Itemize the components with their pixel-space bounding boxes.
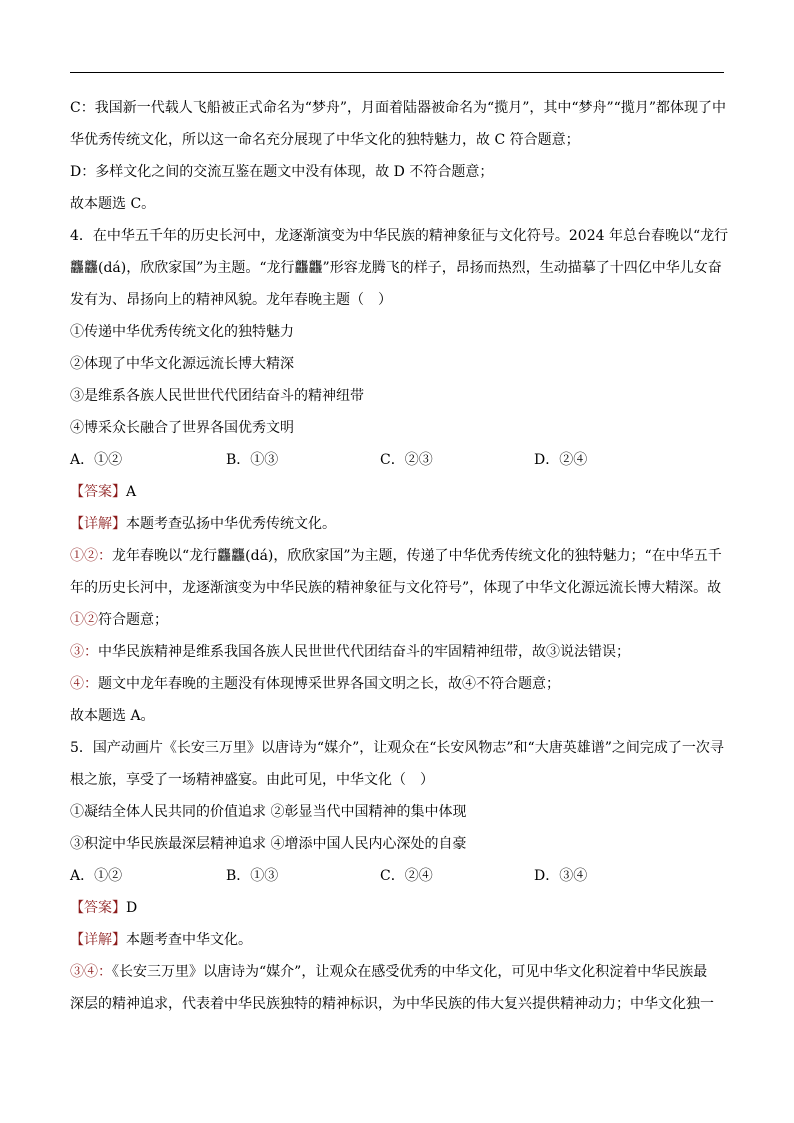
answer-option: D．③④ [534,868,588,884]
text-line [70,98,726,118]
line-text: 故本题选 A。 [70,708,155,724]
answer-option: D．②④ [534,452,588,468]
line-text: 根之旅，享受了一场精神盛宴。由此可见，中华文化（ ） [70,772,434,788]
text-line [70,898,137,918]
line-text: 龙年春晚以“龙行龘龘(dá)，欣欣家国”为主题，传递了中华优秀传统文化的独特魅力；“在中华五千 [112,548,722,564]
line-text: 本题考查中华文化。 [126,932,252,948]
answer-option: C．②③ [380,452,433,468]
line-text: ②体现了中华文化源远流长博大精深 [70,356,294,372]
line-text: D [126,900,138,916]
text-line [70,706,155,726]
line-text: 龘龘(dá)，欣欣家国”为主题。“龙行龘龘”形容龙腾飞的样子，昂扬而热烈，生动描摹了十四亿中华儿女奋 [70,260,722,276]
answer-option: B．①③ [226,868,279,884]
line-text: 深层的精神追求，代表着中华民族独特的精神标识，为中华民族的伟大复兴提供精神动力；中华文化独一 [70,996,714,1012]
line-text: 故本题选 C。 [70,196,156,212]
line-label: C： [70,100,95,116]
line-label: ④： [70,676,98,692]
line-text: 《长安三万里》以唐诗为“媒介”，让观众在感受优秀的中华文化，可见中华文化积淀着中华民族最 [112,964,708,980]
text-line [70,610,168,630]
line-label: ③④： [70,964,112,980]
line-text: ①凝结全体人民共同的价值追求 ②彰显当代中国精神的集中体现 [70,804,467,820]
line-text: ④博采众长融合了世界各国优秀文明 [70,420,294,436]
line-text: 华优秀传统文化，所以这一命名充分展现了中华文化的独特魅力，故 C 符合题意； [70,132,580,148]
text-line [70,578,721,598]
text-line [70,130,580,150]
text-line [70,482,136,502]
line-text: 题文中龙年春晚的主题没有体现博采世界各国文明之长，故④不符合题意； [98,676,560,692]
line-label: D： [70,164,96,180]
line-label: 【答案】 [70,900,126,916]
line-text: 5．国产动画片《长安三万里》以唐诗为“媒介”，让观众在“长安风物志”和“大唐英雄谱”之间完成了一次寻 [70,740,724,756]
line-text: 4．在中华五千年的历史长河中，龙逐渐演变为中华民族的精神象征与文化符号。2024 年总台春晚以“龙行 [70,228,729,244]
text-line [70,258,722,278]
line-text: ③是维系各族人民世世代代团结奋斗的精神纽带 [70,388,364,404]
line-label: 【答案】 [70,484,126,500]
text-line [70,226,728,246]
line-text: 多样文化之间的交流互鉴在题文中没有体现，故 D 不符合题意； [95,164,494,180]
line-label: 【详解】 [70,516,126,532]
line-text: 符合题意； [98,612,168,628]
text-line [70,290,392,310]
text-line [70,514,336,534]
line-text: 我国新一代载人飞船被正式命名为“梦舟”，月面着陆器被命名为“揽月”，其中“梦舟”“揽月”都体现了中 [94,100,726,116]
text-line [70,642,630,662]
text-line [70,930,252,950]
answer-option: A．①② [70,452,123,468]
line-text: 本题考查弘扬中华优秀传统文化。 [126,516,336,532]
text-line [70,162,493,182]
text-line [70,770,434,790]
answer-option: B．①③ [226,452,279,468]
line-text: 发有为、昂扬向上的精神风貌。龙年春晚主题（ ） [70,292,392,308]
line-text: 中华民族精神是维系我国各族人民世世代代团结奋斗的牢固精神纽带，故③说法错误； [98,644,630,660]
text-line [70,354,294,374]
line-label: ①②： [70,548,112,564]
line-label: ③： [70,644,98,660]
line-text: 年的历史长河中，龙逐渐演变为中华民族的精神象征与文化符号”，体现了中华文化源远流长博大精深。故 [70,580,722,596]
answer-option: C．②④ [380,868,433,884]
line-label: 【详解】 [70,932,126,948]
line-text: ③积淀中华民族最深层精神追求 ④增添中国人民内心深处的自豪 [70,836,467,852]
answer-option: A．①② [70,868,123,884]
text-line [70,962,707,982]
text-line [70,322,294,342]
text-line [70,546,722,566]
text-line [70,834,466,854]
text-line [70,386,364,406]
line-text: A [126,484,137,500]
text-line [70,994,714,1014]
text-line [70,802,466,822]
text-line [70,194,155,214]
header-rule [70,72,724,73]
line-label: ①② [70,612,98,628]
text-line [70,418,294,438]
line-text: ①传递中华优秀传统文化的独特魅力 [70,324,294,340]
text-line [70,738,724,758]
text-line [70,674,560,694]
